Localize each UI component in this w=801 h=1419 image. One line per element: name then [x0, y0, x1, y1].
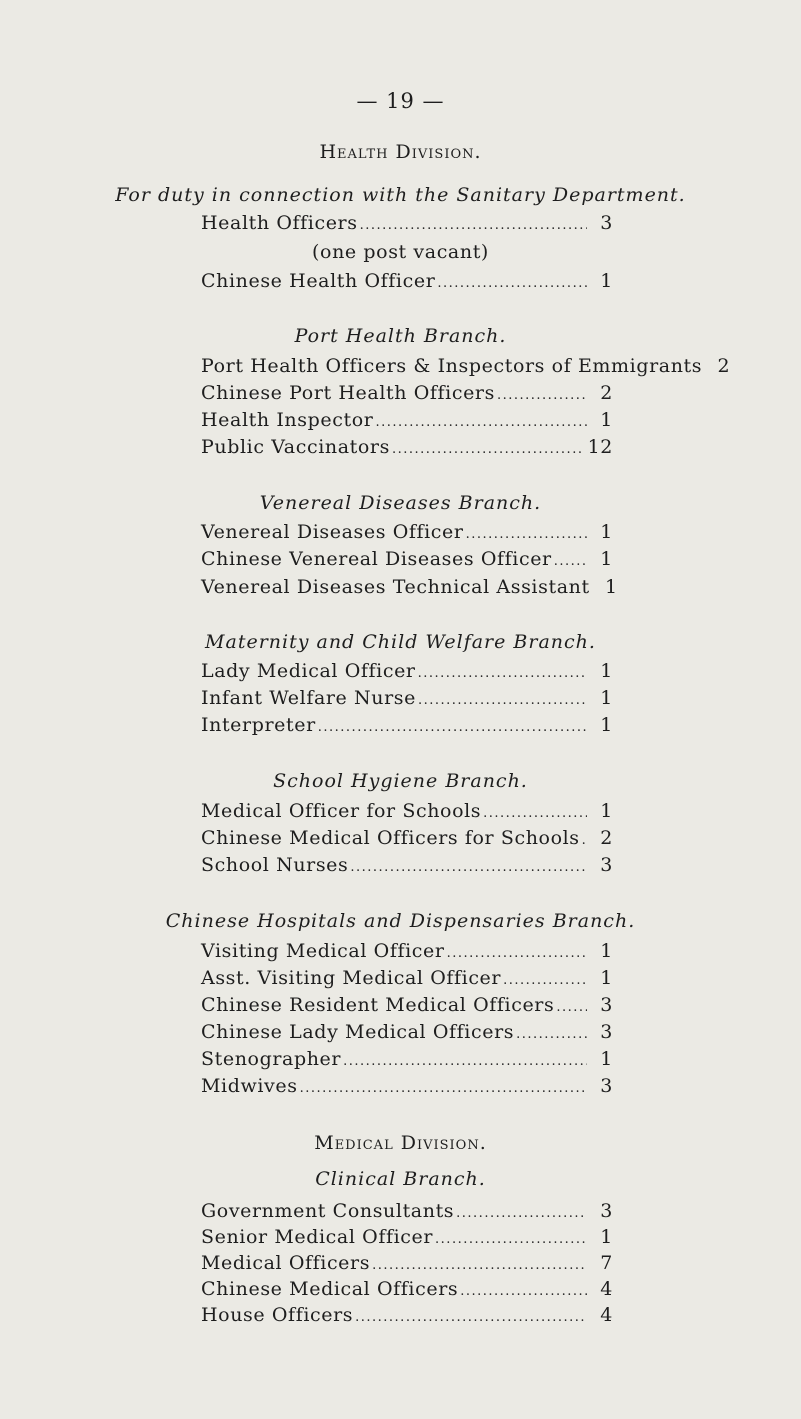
item-value: 1	[600, 521, 613, 543]
item-label: Senior Medical Officer	[201, 1226, 434, 1248]
item-label: Infant Welfare Nurse	[201, 687, 416, 709]
leader-dots	[435, 1232, 587, 1247]
list-item	[201, 714, 613, 738]
item-value: 7	[600, 1252, 613, 1274]
leader-dots	[375, 415, 587, 430]
health-division-title: Health Division.	[319, 141, 482, 163]
item-value: 3	[600, 1075, 613, 1097]
item-value: 2	[717, 355, 731, 377]
leader-dots	[318, 720, 587, 735]
leader-dots	[497, 388, 587, 403]
item-label: Medical Officer for Schools	[201, 800, 482, 822]
item-value: 3	[600, 854, 613, 876]
list-item	[201, 355, 731, 379]
leader-dots	[503, 973, 587, 988]
item-label: Chinese Medical Officers	[201, 1278, 459, 1300]
item-value: 1	[600, 714, 613, 736]
item-label: Chinese Health Officer	[201, 270, 436, 292]
item-label: School Nurses	[201, 854, 349, 876]
list-item	[201, 436, 613, 460]
item-label: Health Inspector	[201, 409, 374, 431]
leader-dots	[447, 946, 587, 961]
list-item	[201, 548, 613, 572]
item-label: Lady Medical Officer	[201, 660, 416, 682]
item-value: 1	[605, 576, 618, 598]
leader-dots	[437, 276, 587, 291]
item-label: Stenographer	[201, 1048, 342, 1070]
leader-dots	[392, 442, 582, 457]
leader-dots	[466, 527, 587, 542]
item-value: 12	[587, 436, 613, 458]
item-value: 3	[600, 1200, 613, 1222]
item-value: 1	[600, 967, 613, 989]
item-value: 1	[600, 660, 613, 682]
list-item	[201, 382, 613, 406]
item-label: Asst. Visiting Medical Officer	[201, 967, 502, 989]
item-label: Health Officers	[201, 212, 358, 234]
list-item	[201, 940, 613, 964]
leader-dots	[350, 860, 587, 875]
page-number: — 19 —	[356, 89, 445, 113]
list-item	[201, 409, 613, 433]
leader-dots	[456, 1206, 587, 1221]
list-item	[201, 1021, 613, 1045]
item-value: 1	[600, 940, 613, 962]
list-item	[201, 1226, 613, 1250]
clinical-branch-title: Clinical Branch.	[315, 1168, 486, 1190]
leader-dots	[355, 1310, 587, 1325]
item-label: Chinese Lady Medical Officers	[201, 1021, 515, 1043]
leader-dots	[556, 1000, 587, 1015]
list-item	[201, 576, 618, 600]
item-value: 1	[600, 1048, 613, 1070]
leader-dots	[554, 554, 587, 569]
item-label: Midwives	[201, 1075, 298, 1097]
item-value: 3	[600, 1021, 613, 1043]
list-item	[201, 800, 613, 824]
list-item	[201, 521, 613, 545]
item-value: 3	[600, 994, 613, 1016]
list-item	[201, 1048, 613, 1072]
item-value: 1	[600, 687, 613, 709]
sanitary-section-title: For duty in connection with the Sanitary Department.	[115, 184, 686, 206]
leader-dots	[418, 666, 587, 681]
item-label: Visiting Medical Officer	[201, 940, 445, 962]
school-hygiene-branch-title: School Hygiene Branch.	[273, 770, 528, 792]
item-value: 4	[600, 1304, 613, 1326]
item-label: Government Consultants	[201, 1200, 455, 1222]
leader-dots	[343, 1054, 587, 1069]
list-item	[201, 1278, 613, 1302]
list-item	[201, 660, 613, 684]
list-item	[201, 827, 613, 851]
leader-dots	[360, 218, 587, 233]
leader-dots	[483, 806, 587, 821]
list-item	[201, 1252, 613, 1276]
item-label: Chinese Resident Medical Officers	[201, 994, 555, 1016]
leader-dots	[516, 1027, 587, 1042]
leader-dots	[460, 1284, 587, 1299]
list-item	[201, 212, 613, 236]
leader-dots	[300, 1081, 587, 1096]
list-item	[201, 994, 613, 1018]
list-item	[201, 270, 613, 294]
item-label: Public Vaccinators	[201, 436, 390, 458]
list-item	[201, 687, 613, 711]
item-label: Chinese Venereal Diseases Officer	[201, 548, 552, 570]
leader-dots	[582, 833, 587, 848]
leader-dots	[418, 693, 587, 708]
item-value: 3	[600, 212, 613, 234]
port-health-branch-title: Port Health Branch.	[294, 325, 507, 347]
item-value: 2	[600, 827, 613, 849]
hospitals-branch-title: Chinese Hospitals and Dispensaries Branch.	[165, 910, 636, 932]
item-label: Chinese Medical Officers for Schools	[201, 827, 580, 849]
item-label: Port Health Officers & Inspectors of Emmigrants	[201, 355, 703, 377]
item-label: Venereal Diseases Officer	[201, 521, 464, 543]
item-label: Venereal Diseases Technical Assistant	[201, 576, 590, 598]
list-item	[201, 967, 613, 991]
item-value: 1	[600, 1226, 613, 1248]
item-label: House Officers	[201, 1304, 354, 1326]
item-value: 1	[600, 270, 613, 292]
list-item	[201, 1200, 613, 1224]
list-item	[201, 854, 613, 878]
item-label: Interpreter	[201, 714, 316, 736]
item-value: 1	[600, 548, 613, 570]
medical-division-title: Medical Division.	[314, 1132, 487, 1154]
item-value: 2	[600, 382, 613, 404]
leader-dots	[372, 1258, 587, 1273]
list-item	[201, 1304, 613, 1328]
list-item	[201, 1075, 613, 1099]
item-value: 1	[600, 800, 613, 822]
item-label: Medical Officers	[201, 1252, 371, 1274]
vacancy-note: (one post vacant)	[312, 241, 489, 263]
maternity-branch-title: Maternity and Child Welfare Branch.	[205, 631, 596, 653]
item-value: 1	[600, 409, 613, 431]
item-value: 4	[600, 1278, 613, 1300]
item-label: Chinese Port Health Officers	[201, 382, 495, 404]
venereal-branch-title: Venereal Diseases Branch.	[259, 492, 542, 514]
